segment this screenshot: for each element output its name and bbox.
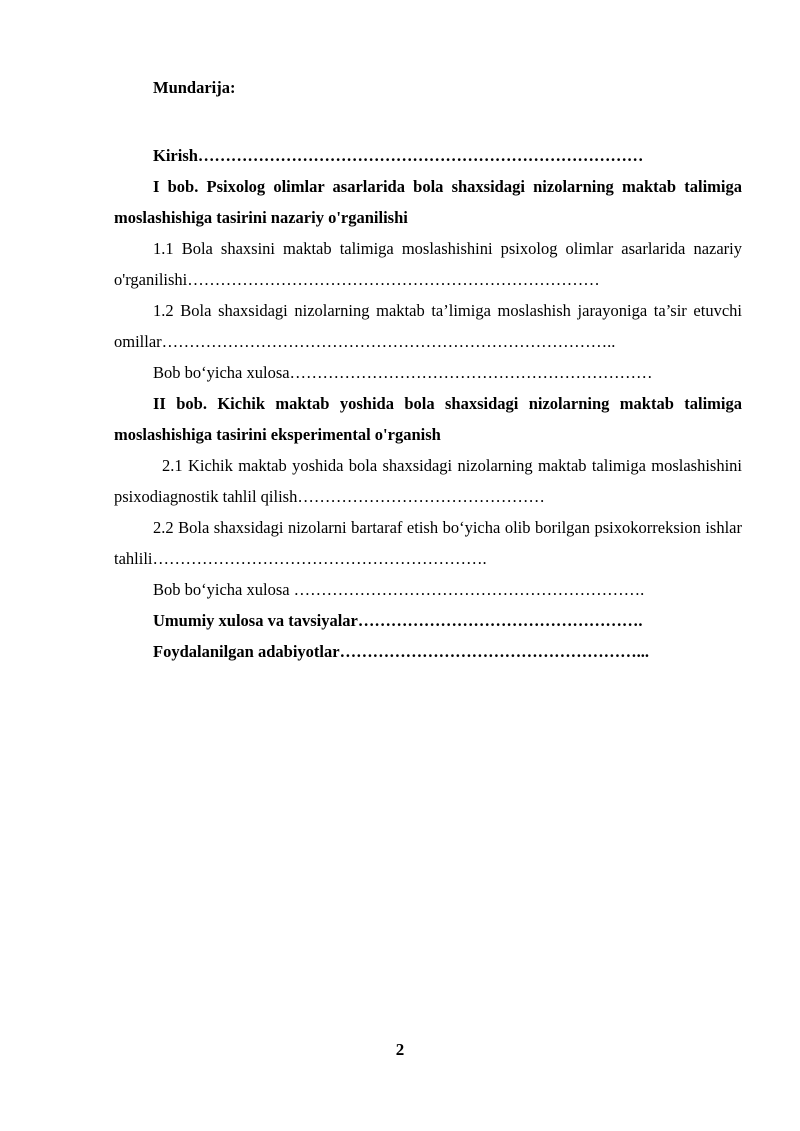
toc-entry-section-1-1: 1.1 Bola shaxsini maktab talimiga moslashishini psixolog olimlar asarlarida nazariy o'rganilishi………………………………………………………………… [114,239,742,289]
toc-entry-chapter-2: II bob. Kichik maktab yoshida bola shaxsidagi nizolarning maktab talimiga moslashishiga tasirini eksperimental o'rganish [114,394,742,444]
toc-entry-kirish: Kirish……………………………………………………………………… [153,146,644,165]
toc-heading: Mundarija: [153,78,236,97]
toc-entry-general-conclusion: Umumiy xulosa va tavsiyalar……………………………………………. [153,611,643,630]
toc-entry-chapter-1: I bob. Psixolog olimlar asarlarida bola shaxsidagi nizolarning maktab talimiga moslashishiga tasirini nazariy o'rganilishi [114,177,742,227]
toc-entry-conclusion-1: Bob bo‘yicha xulosa………………………………………………………… [153,363,653,382]
page-number: 2 [395,1040,405,1059]
toc-entry-conclusion-2: Bob bo‘yicha xulosa ………………………………………………………. [153,580,645,599]
toc-entry-section-2-1: 2.1 Kichik maktab yoshida bola shaxsidagi nizolarning maktab talimiga moslashishini psixodiagnostik tahlil qilish……………………………………… [114,456,742,506]
toc-entry-references: Foydalanilgan adabiyotlar………………………………………………... [153,642,649,661]
toc-entry-section-2-2: 2.2 Bola shaxsidagi nizolarni bartaraf etish bo‘yicha olib borilgan psixokorreksion ishlar tahlili……………………………………………………. [114,518,742,568]
toc-entry-section-1-2: 1.2 Bola shaxsidagi nizolarning maktab ta’limiga moslashish jarayoniga ta’sir etuvchi omillar……………………………………………………………………….. [114,301,742,351]
